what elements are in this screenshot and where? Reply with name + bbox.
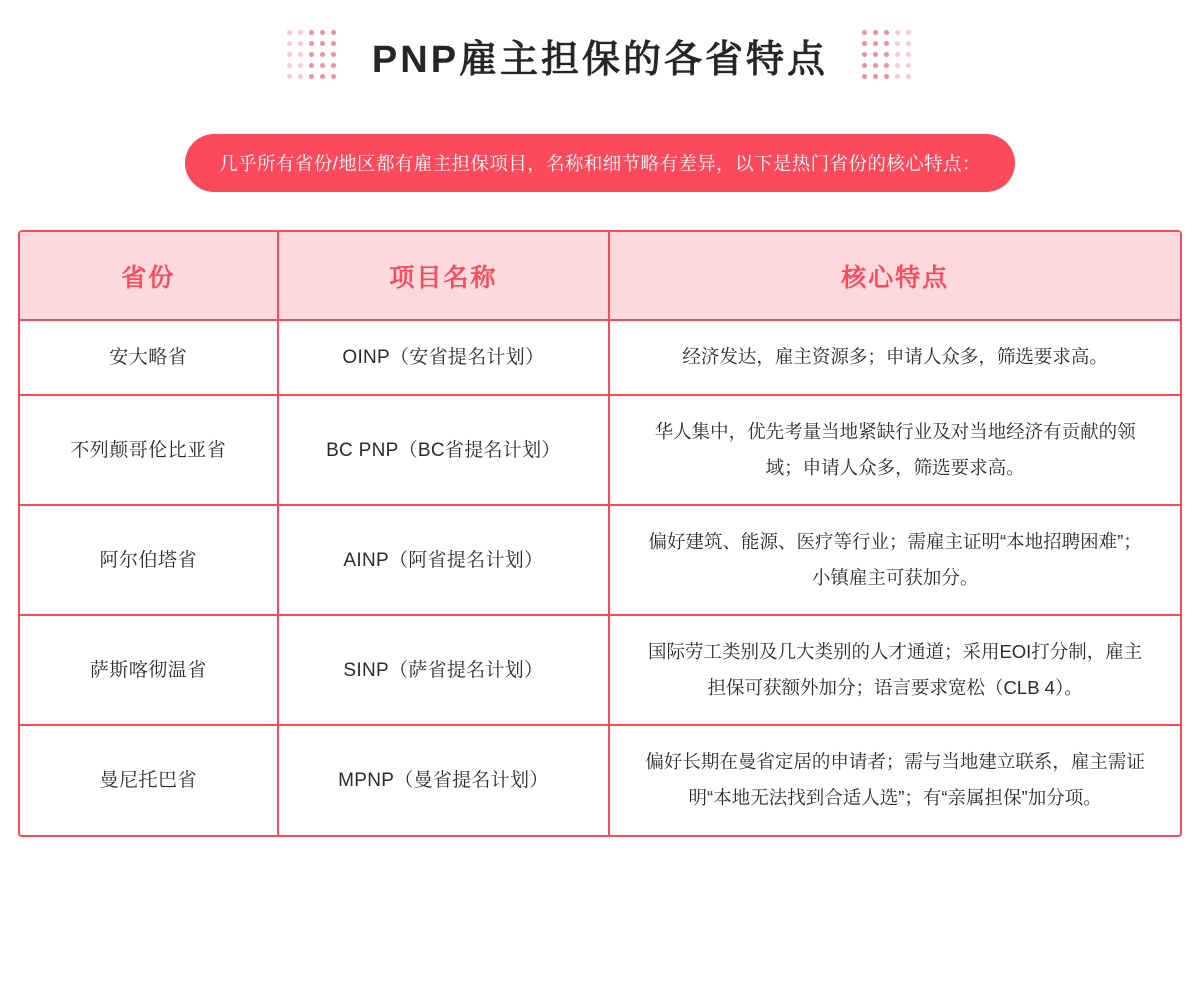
table-header-row	[20, 232, 1180, 320]
table-row	[20, 615, 1180, 725]
cell-feature: 经济发达，雇主资源多；申请人众多，筛选要求高。	[609, 320, 1180, 395]
cell-feature: 偏好建筑、能源、医疗等行业；需雇主证明“本地招聘困难”；小镇雇主可获加分。	[609, 505, 1180, 615]
cell-program: BC PNP（BC省提名计划）	[278, 395, 610, 505]
page-title: PNP雇主担保的各省特点	[371, 38, 829, 81]
table-row	[20, 505, 1180, 615]
cell-program: MPNP（曼省提名计划）	[278, 725, 610, 834]
intro-banner: 几乎所有省份/地区都有雇主担保项目，名称和细节略有差异，以下是热门省份的核心特点：	[185, 134, 1015, 192]
table-header	[20, 232, 1180, 320]
cell-program: OINP（安省提名计划）	[278, 320, 610, 395]
table-row	[20, 320, 1180, 395]
column-header-feature: 核心特点	[609, 232, 1180, 320]
page-header	[0, 0, 1200, 86]
cell-province: 阿尔伯塔省	[20, 505, 278, 615]
cell-feature: 偏好长期在曼省定居的申请者；需与当地建立联系，雇主需证明“本地无法找到合适人选”；有“亲属担保”加分项。	[645, 751, 1145, 809]
provinces-table-container	[18, 230, 1182, 837]
table-row	[20, 395, 1180, 505]
provinces-table	[20, 232, 1180, 835]
cell-province: 萨斯喀彻温省	[20, 615, 278, 725]
cell-province: 安大略省	[20, 320, 278, 395]
cell-feature: 国际劳工类别及几大类别的人才通道；采用EOI打分制，雇主担保可获额外加分；语言要求宽松（CLB 4）。	[609, 615, 1180, 725]
table-body	[20, 320, 1180, 835]
cell-province: 不列颠哥伦比亚省	[20, 395, 278, 505]
cell-program: SINP（萨省提名计划）	[278, 615, 610, 725]
column-header-province: 省份	[20, 232, 278, 320]
table-row	[20, 725, 1180, 834]
cell-province: 曼尼托巴省	[20, 725, 278, 834]
banner-container	[0, 134, 1200, 192]
dot-grid-icon-left	[287, 30, 338, 81]
cell-feature: 华人集中，优先考量当地紧缺行业及对当地经济有贡献的领域；申请人众多，筛选要求高。	[609, 395, 1180, 505]
cell-program: AINP（阿省提名计划）	[278, 505, 610, 615]
column-header-program: 项目名称	[278, 232, 610, 320]
bottom-fade-overlay	[0, 931, 1200, 989]
dot-grid-icon-right	[862, 30, 913, 81]
